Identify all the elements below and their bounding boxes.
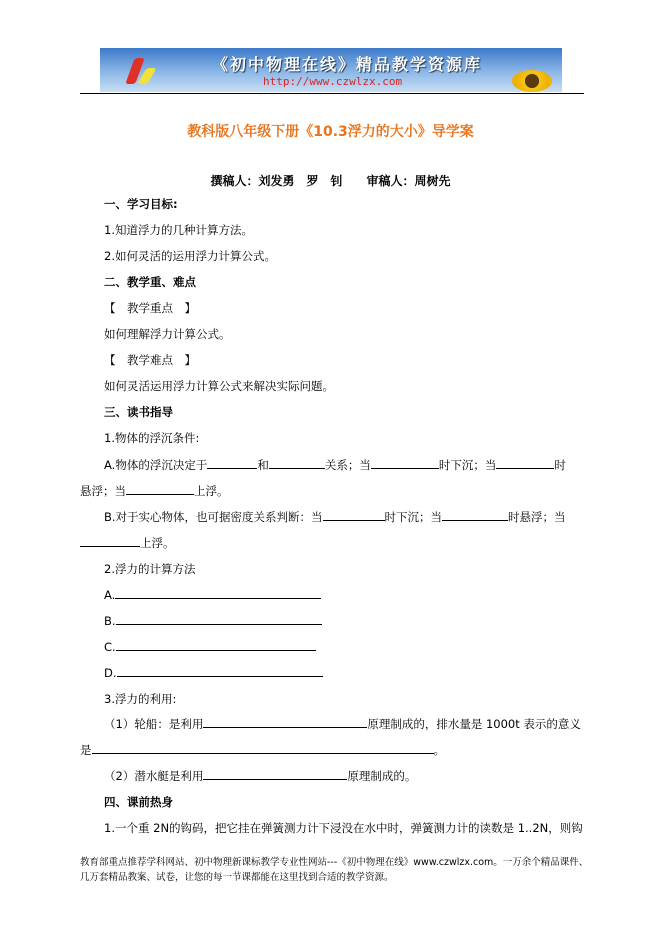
text: 原理制成的。	[347, 769, 417, 783]
banner-url: http://www.czwlzx.com	[263, 75, 403, 88]
blank[interactable]	[116, 639, 316, 651]
option-line	[104, 587, 321, 602]
text-line: 【 教学重点 】	[104, 301, 196, 315]
text: （1）轮船：是利用	[104, 717, 204, 731]
logo-icon-accent	[137, 68, 156, 84]
site-banner	[100, 48, 562, 92]
text: A.物体的浮沉决定于	[104, 458, 208, 472]
blank[interactable]	[371, 457, 439, 469]
blank[interactable]	[116, 613, 322, 625]
text-line	[104, 457, 566, 473]
text-line	[80, 535, 175, 551]
text-line: 1.一个重 2N的钩码，把它挂在弹簧测力计下浸没在水中时，弹簧测力计的读数是 1..2N，则钩	[104, 821, 583, 835]
option-line	[104, 613, 322, 628]
section-heading: 一、学习目标:	[104, 197, 178, 211]
text-line	[80, 483, 229, 499]
text: 悬浮；当	[80, 484, 126, 498]
text: 是	[80, 743, 92, 757]
text-line: 2.如何灵活的运用浮力计算公式。	[104, 249, 276, 263]
blank[interactable]	[126, 483, 194, 495]
option-label: A.	[104, 588, 116, 602]
text-line: 1.知道浮力的几种计算方法。	[104, 223, 253, 237]
sunflower-icon	[512, 70, 552, 92]
blank[interactable]	[117, 665, 323, 677]
text-line	[104, 716, 581, 732]
text-line	[104, 768, 416, 784]
blank[interactable]	[496, 457, 554, 469]
blank[interactable]	[442, 509, 508, 521]
blank[interactable]	[203, 716, 367, 728]
blank[interactable]	[207, 457, 257, 469]
option-line	[104, 639, 316, 654]
text: 和	[257, 458, 269, 472]
text: 。	[433, 743, 445, 757]
option-label: B.	[104, 614, 116, 628]
text: 上浮。	[194, 484, 229, 498]
blank[interactable]	[92, 742, 434, 754]
option-label: D.	[104, 666, 117, 680]
text-line: 如何理解浮力计算公式。	[104, 327, 231, 341]
blank[interactable]	[203, 768, 347, 780]
text-line: 2.浮力的计算方法	[104, 562, 196, 576]
text-line	[104, 509, 566, 525]
text-line: 如何灵活运用浮力计算公式来解决实际问题。	[104, 379, 334, 393]
blank[interactable]	[269, 457, 325, 469]
header-divider	[80, 93, 584, 94]
page-footer: 教育部重点推荐学科网站、初中物理新课标教学专业性网站---《初中物理在线》www.czwlzx.com。一万余个精品课件、几万套精品教案、试卷，让您的每一节课都能在这里找到合适的教学资源。	[80, 857, 589, 883]
text: 上浮。	[140, 536, 175, 550]
authors: 撰稿人：刘发勇 罗 钊 审稿人：周树先	[210, 174, 451, 188]
document-title: 教科版八年级下册《10.3浮力的大小》导学案	[187, 124, 474, 140]
text: B.对于实心物体，也可据密度关系判断：当	[104, 510, 323, 524]
text-line: 【 教学难点 】	[104, 353, 196, 367]
text: 时下沉；当	[384, 510, 443, 524]
text: 时悬浮；当	[508, 510, 566, 524]
text: 时下沉；当	[438, 458, 497, 472]
blank[interactable]	[323, 509, 385, 521]
text: 原理制成的，排水量是 1000t 表示的意义	[367, 717, 581, 731]
option-label: C.	[104, 640, 116, 654]
text: 时	[554, 458, 566, 472]
section-heading: 二、教学重、难点	[104, 275, 196, 289]
blank[interactable]	[80, 535, 140, 547]
blank[interactable]	[115, 587, 321, 599]
section-heading: 四、课前热身	[104, 795, 173, 809]
banner-title: 《初中物理在线》精品教学资源库	[212, 55, 483, 74]
text-line	[80, 742, 445, 758]
section-heading: 三、读书指导	[104, 405, 173, 419]
text-line: 3.浮力的利用:	[104, 692, 177, 706]
text: 关系；当	[324, 458, 371, 472]
text-line: 1.物体的浮沉条件:	[104, 431, 200, 445]
option-line	[104, 665, 323, 680]
text: （2）潜水艇是利用	[104, 769, 204, 783]
